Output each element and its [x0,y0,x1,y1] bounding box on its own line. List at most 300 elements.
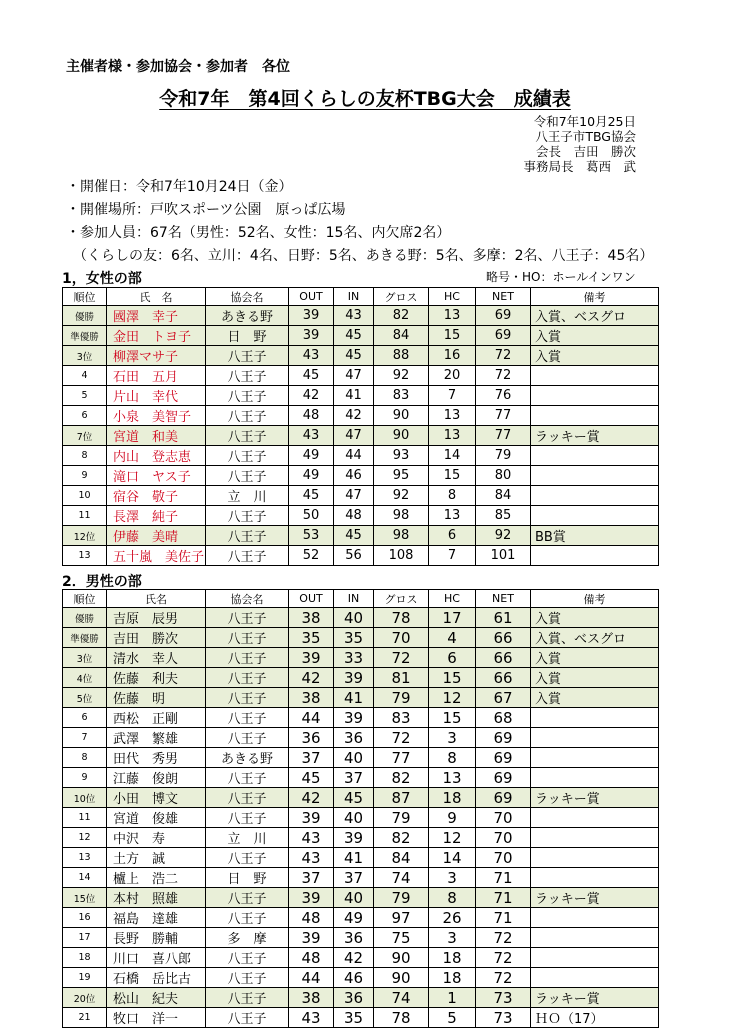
net-score-cell: 69 [476,768,531,788]
rank-cell: 4位 [63,668,107,688]
handicap-cell: 13 [429,306,476,326]
association-cell: 八王子 [206,668,289,688]
gross-score-cell: 92 [374,366,429,386]
rank-cell: 優勝 [63,608,107,628]
in-score-cell: 49 [334,908,374,928]
info-date: ・開催日：令和7年10月24日（金） [66,179,293,195]
name-cell: 金田 トヨ子 [107,326,206,346]
rank-cell: 19 [63,968,107,988]
handicap-cell: 26 [429,908,476,928]
men-results-table [62,589,659,1028]
remarks-cell: 入賞 [531,648,659,668]
remarks-cell: 入賞、ベスグロ [531,628,659,648]
net-score-cell: 73 [476,988,531,1008]
net-score-cell: 69 [476,788,531,808]
rank-cell: 13 [63,848,107,868]
header-net: NET [476,590,531,608]
handicap-cell: 15 [429,668,476,688]
in-score-cell: 42 [334,948,374,968]
rank-cell: 18 [63,948,107,968]
net-score-cell: 76 [476,386,531,406]
out-score-cell: 37 [289,748,334,768]
handicap-cell: 3 [429,728,476,748]
name-cell: 小泉 美智子 [107,406,206,426]
gross-score-cell: 95 [374,466,429,486]
net-score-cell: 66 [476,628,531,648]
out-score-cell: 43 [289,848,334,868]
table-row [63,828,659,848]
header-gross: グロス [374,590,429,608]
rank-cell: 8 [63,446,107,466]
name-cell: 牧口 洋一 [107,1008,206,1028]
in-score-cell: 36 [334,928,374,948]
table-row [63,668,659,688]
name-cell: 武澤 繁雄 [107,728,206,748]
net-score-cell: 70 [476,808,531,828]
table-row [63,326,659,346]
remarks-cell [531,848,659,868]
header-in: IN [334,288,374,306]
handicap-cell: 7 [429,386,476,406]
name-cell: 伊藤 美晴 [107,526,206,546]
out-score-cell: 39 [289,306,334,326]
gross-score-cell: 90 [374,968,429,988]
remarks-cell: 入賞 [531,346,659,366]
net-score-cell: 71 [476,868,531,888]
gross-score-cell: 88 [374,346,429,366]
table-row [63,768,659,788]
out-score-cell: 45 [289,486,334,506]
gross-score-cell: 79 [374,808,429,828]
out-score-cell: 50 [289,506,334,526]
gross-score-cell: 82 [374,306,429,326]
association-cell: 八王子 [206,346,289,366]
abbreviation-legend: 略号・HO：ホールインワン [486,270,636,284]
in-score-cell: 42 [334,406,374,426]
header-out: OUT [289,288,334,306]
remarks-cell: ＨＯ（17） [531,1008,659,1028]
name-cell: 長野 勝輔 [107,928,206,948]
rank-cell: 準優勝 [63,628,107,648]
rank-cell: 7 [63,728,107,748]
rank-cell: 3位 [63,346,107,366]
net-score-cell: 80 [476,466,531,486]
out-score-cell: 35 [289,628,334,648]
handicap-cell: 1 [429,988,476,1008]
in-score-cell: 36 [334,988,374,1008]
issuer-block [470,114,636,174]
name-cell: 佐藤 利夫 [107,668,206,688]
out-score-cell: 44 [289,708,334,728]
out-score-cell: 36 [289,728,334,748]
out-score-cell: 39 [289,808,334,828]
net-score-cell: 72 [476,948,531,968]
handicap-cell: 4 [429,628,476,648]
name-cell: 石橋 岳比古 [107,968,206,988]
remarks-cell [531,908,659,928]
rank-cell: 準優勝 [63,326,107,346]
remarks-cell [531,828,659,848]
remarks-cell [531,808,659,828]
issue-date: 令和7年10月25日 [533,114,636,129]
remarks-cell: ラッキー賞 [531,426,659,446]
rank-cell: 16 [63,908,107,928]
association-cell: 八王子 [206,426,289,446]
in-score-cell: 45 [334,346,374,366]
net-score-cell: 92 [476,526,531,546]
handicap-cell: 15 [429,466,476,486]
in-score-cell: 40 [334,608,374,628]
handicap-cell: 7 [429,546,476,566]
name-cell: 田代 秀男 [107,748,206,768]
name-cell: 長澤 純子 [107,506,206,526]
name-cell: 佐藤 明 [107,688,206,708]
gross-score-cell: 82 [374,768,429,788]
in-score-cell: 37 [334,768,374,788]
handicap-cell: 13 [429,426,476,446]
document-title [0,84,730,111]
rank-cell: 5位 [63,688,107,708]
association-cell: 八王子 [206,988,289,1008]
header-net: NET [476,288,531,306]
handicap-cell: 16 [429,346,476,366]
net-score-cell: 70 [476,848,531,868]
table-row [63,988,659,1008]
net-score-cell: 69 [476,728,531,748]
out-score-cell: 48 [289,908,334,928]
net-score-cell: 72 [476,366,531,386]
table-header-row [63,288,659,306]
remarks-cell: BB賞 [531,526,659,546]
association-cell: あきる野 [206,306,289,326]
rank-cell: 14 [63,868,107,888]
gross-score-cell: 81 [374,668,429,688]
association-cell: 八王子 [206,688,289,708]
table-row [63,386,659,406]
rank-cell: 8 [63,748,107,768]
net-score-cell: 69 [476,748,531,768]
name-cell: 松山 紀夫 [107,988,206,1008]
association-cell: あきる野 [206,748,289,768]
net-score-cell: 61 [476,608,531,628]
table-header-row [63,590,659,608]
remarks-cell: ラッキー賞 [531,788,659,808]
handicap-cell: 18 [429,788,476,808]
rank-cell: 12位 [63,526,107,546]
name-cell: 小田 博文 [107,788,206,808]
document-title-text: 令和7年 第4回くらしの友杯TBG大会 成績表 [159,88,571,110]
out-score-cell: 43 [289,1008,334,1028]
rank-cell: 20位 [63,988,107,1008]
in-score-cell: 40 [334,748,374,768]
remarks-cell: 入賞 [531,668,659,688]
handicap-cell: 6 [429,648,476,668]
header-association: 協会名 [206,590,289,608]
out-score-cell: 39 [289,648,334,668]
net-score-cell: 77 [476,406,531,426]
remarks-cell [531,968,659,988]
rank-cell: 優勝 [63,306,107,326]
net-score-cell: 69 [476,306,531,326]
association-cell: 立 川 [206,828,289,848]
table-row [63,346,659,366]
remarks-cell [531,386,659,406]
table-row [63,608,659,628]
table-row [63,888,659,908]
header-hc: HC [429,590,476,608]
association-cell: 八王子 [206,506,289,526]
net-score-cell: 69 [476,326,531,346]
rank-cell: 12 [63,828,107,848]
in-score-cell: 41 [334,848,374,868]
men-section-heading: 2．男性の部 [62,574,142,590]
in-score-cell: 46 [334,968,374,988]
table-row [63,748,659,768]
header-in: IN [334,590,374,608]
table-row [63,486,659,506]
gross-score-cell: 84 [374,848,429,868]
remarks-cell: ラッキー賞 [531,988,659,1008]
name-cell: 吉原 辰男 [107,608,206,628]
in-score-cell: 35 [334,628,374,648]
gross-score-cell: 78 [374,608,429,628]
name-cell: 宮道 俊雄 [107,808,206,828]
name-cell: 清水 幸人 [107,648,206,668]
handicap-cell: 18 [429,948,476,968]
name-cell: 内山 登志恵 [107,446,206,466]
table-row [63,968,659,988]
rank-cell: 5 [63,386,107,406]
name-cell: 西松 正剛 [107,708,206,728]
net-score-cell: 66 [476,648,531,668]
name-cell: 石田 五月 [107,366,206,386]
gross-score-cell: 108 [374,546,429,566]
association-cell: 日 野 [206,868,289,888]
out-score-cell: 39 [289,928,334,948]
header-out: OUT [289,590,334,608]
association-cell: 八王子 [206,628,289,648]
association-cell: 八王子 [206,968,289,988]
gross-score-cell: 70 [374,628,429,648]
gross-score-cell: 72 [374,728,429,748]
gross-score-cell: 92 [374,486,429,506]
handicap-cell: 13 [429,768,476,788]
rank-cell: 9 [63,768,107,788]
association-cell: 八王子 [206,848,289,868]
in-score-cell: 41 [334,386,374,406]
header-rank: 順位 [63,288,107,306]
gross-score-cell: 97 [374,908,429,928]
association-cell: 八王子 [206,808,289,828]
association-cell: 八王子 [206,386,289,406]
net-score-cell: 84 [476,486,531,506]
remarks-cell [531,446,659,466]
in-score-cell: 43 [334,306,374,326]
name-cell: 滝口 ヤス子 [107,466,206,486]
name-cell: 中沢 寿 [107,828,206,848]
net-score-cell: 66 [476,668,531,688]
association-cell: 八王子 [206,466,289,486]
handicap-cell: 12 [429,688,476,708]
gross-score-cell: 98 [374,506,429,526]
handicap-cell: 13 [429,406,476,426]
table-row [63,948,659,968]
gross-score-cell: 79 [374,688,429,708]
handicap-cell: 15 [429,708,476,728]
association-cell: 八王子 [206,728,289,748]
in-score-cell: 47 [334,366,374,386]
gross-score-cell: 75 [374,928,429,948]
table-row [63,526,659,546]
women-results-table [62,287,659,566]
in-score-cell: 36 [334,728,374,748]
handicap-cell: 8 [429,486,476,506]
info-breakdown: （くらしの友：6名、立川：4名、日野：5名、あきる野：5名、多摩：2名、八王子：45名） [66,248,654,264]
out-score-cell: 43 [289,346,334,366]
table-row [63,648,659,668]
handicap-cell: 12 [429,828,476,848]
net-score-cell: 71 [476,888,531,908]
remarks-cell [531,868,659,888]
name-cell: 宮道 和美 [107,426,206,446]
handicap-cell: 15 [429,326,476,346]
handicap-cell: 14 [429,446,476,466]
remarks-cell [531,948,659,968]
association-cell: 八王子 [206,888,289,908]
table-row [63,426,659,446]
in-score-cell: 39 [334,828,374,848]
net-score-cell: 68 [476,708,531,728]
in-score-cell: 39 [334,668,374,688]
association-cell: 多 摩 [206,928,289,948]
out-score-cell: 42 [289,788,334,808]
gross-score-cell: 78 [374,1008,429,1028]
header-name: 氏名 [107,590,206,608]
association-cell: 八王子 [206,446,289,466]
table-row [63,628,659,648]
name-cell: 土方 誠 [107,848,206,868]
association-cell: 八王子 [206,908,289,928]
out-score-cell: 53 [289,526,334,546]
table-row [63,788,659,808]
association-cell: 八王子 [206,406,289,426]
rank-cell: 4 [63,366,107,386]
table-row [63,688,659,708]
net-score-cell: 70 [476,828,531,848]
table-row [63,868,659,888]
rank-cell: 10位 [63,788,107,808]
name-cell: 櫨上 浩二 [107,868,206,888]
out-score-cell: 48 [289,948,334,968]
in-score-cell: 46 [334,466,374,486]
out-score-cell: 49 [289,446,334,466]
in-score-cell: 47 [334,486,374,506]
rank-cell: 17 [63,928,107,948]
rank-cell: 11 [63,506,107,526]
rank-cell: 15位 [63,888,107,908]
in-score-cell: 47 [334,426,374,446]
remarks-cell [531,768,659,788]
gross-score-cell: 83 [374,708,429,728]
gross-score-cell: 98 [374,526,429,546]
name-cell: 江藤 俊朗 [107,768,206,788]
header-name: 氏 名 [107,288,206,306]
name-cell: 川口 喜八郎 [107,948,206,968]
association-cell: 八王子 [206,948,289,968]
table-row [63,366,659,386]
net-score-cell: 77 [476,426,531,446]
net-score-cell: 71 [476,908,531,928]
net-score-cell: 79 [476,446,531,466]
table-row [63,928,659,948]
handicap-cell: 8 [429,748,476,768]
gross-score-cell: 82 [374,828,429,848]
out-score-cell: 45 [289,768,334,788]
table-row [63,1008,659,1028]
association-cell: 八王子 [206,1008,289,1028]
table-row [63,466,659,486]
rank-cell: 13 [63,546,107,566]
in-score-cell: 41 [334,688,374,708]
association-cell: 八王子 [206,608,289,628]
net-score-cell: 72 [476,928,531,948]
remarks-cell: 入賞、ベスグロ [531,306,659,326]
gross-score-cell: 90 [374,406,429,426]
in-score-cell: 40 [334,888,374,908]
name-cell: 吉田 勝次 [107,628,206,648]
out-score-cell: 42 [289,668,334,688]
rank-cell: 21 [63,1008,107,1028]
remarks-cell: 入賞 [531,688,659,708]
rank-cell: 6 [63,406,107,426]
name-cell: 福島 達雄 [107,908,206,928]
rank-cell: 3位 [63,648,107,668]
name-cell: 本村 照雄 [107,888,206,908]
info-participants: ・参加人員：67名（男性：52名、女性：15名、内欠席2名） [66,225,451,241]
in-score-cell: 37 [334,868,374,888]
out-score-cell: 38 [289,988,334,1008]
association-cell: 八王子 [206,708,289,728]
handicap-cell: 8 [429,888,476,908]
table-row [63,546,659,566]
in-score-cell: 40 [334,808,374,828]
gross-score-cell: 74 [374,868,429,888]
remarks-cell: 入賞 [531,608,659,628]
out-score-cell: 52 [289,546,334,566]
remarks-cell [531,928,659,948]
net-score-cell: 67 [476,688,531,708]
table-row [63,848,659,868]
remarks-cell [531,708,659,728]
table-row [63,728,659,748]
net-score-cell: 72 [476,346,531,366]
net-score-cell: 101 [476,546,531,566]
name-cell: 片山 幸代 [107,386,206,406]
gross-score-cell: 83 [374,386,429,406]
remarks-cell [531,728,659,748]
net-score-cell: 85 [476,506,531,526]
in-score-cell: 35 [334,1008,374,1028]
remarks-cell [531,506,659,526]
association-cell: 八王子 [206,366,289,386]
women-section-heading: 1，女性の部 [62,271,142,287]
rank-cell: 9 [63,466,107,486]
remarks-cell [531,366,659,386]
association-cell: 八王子 [206,546,289,566]
in-score-cell: 45 [334,788,374,808]
association-cell: 八王子 [206,526,289,546]
handicap-cell: 6 [429,526,476,546]
